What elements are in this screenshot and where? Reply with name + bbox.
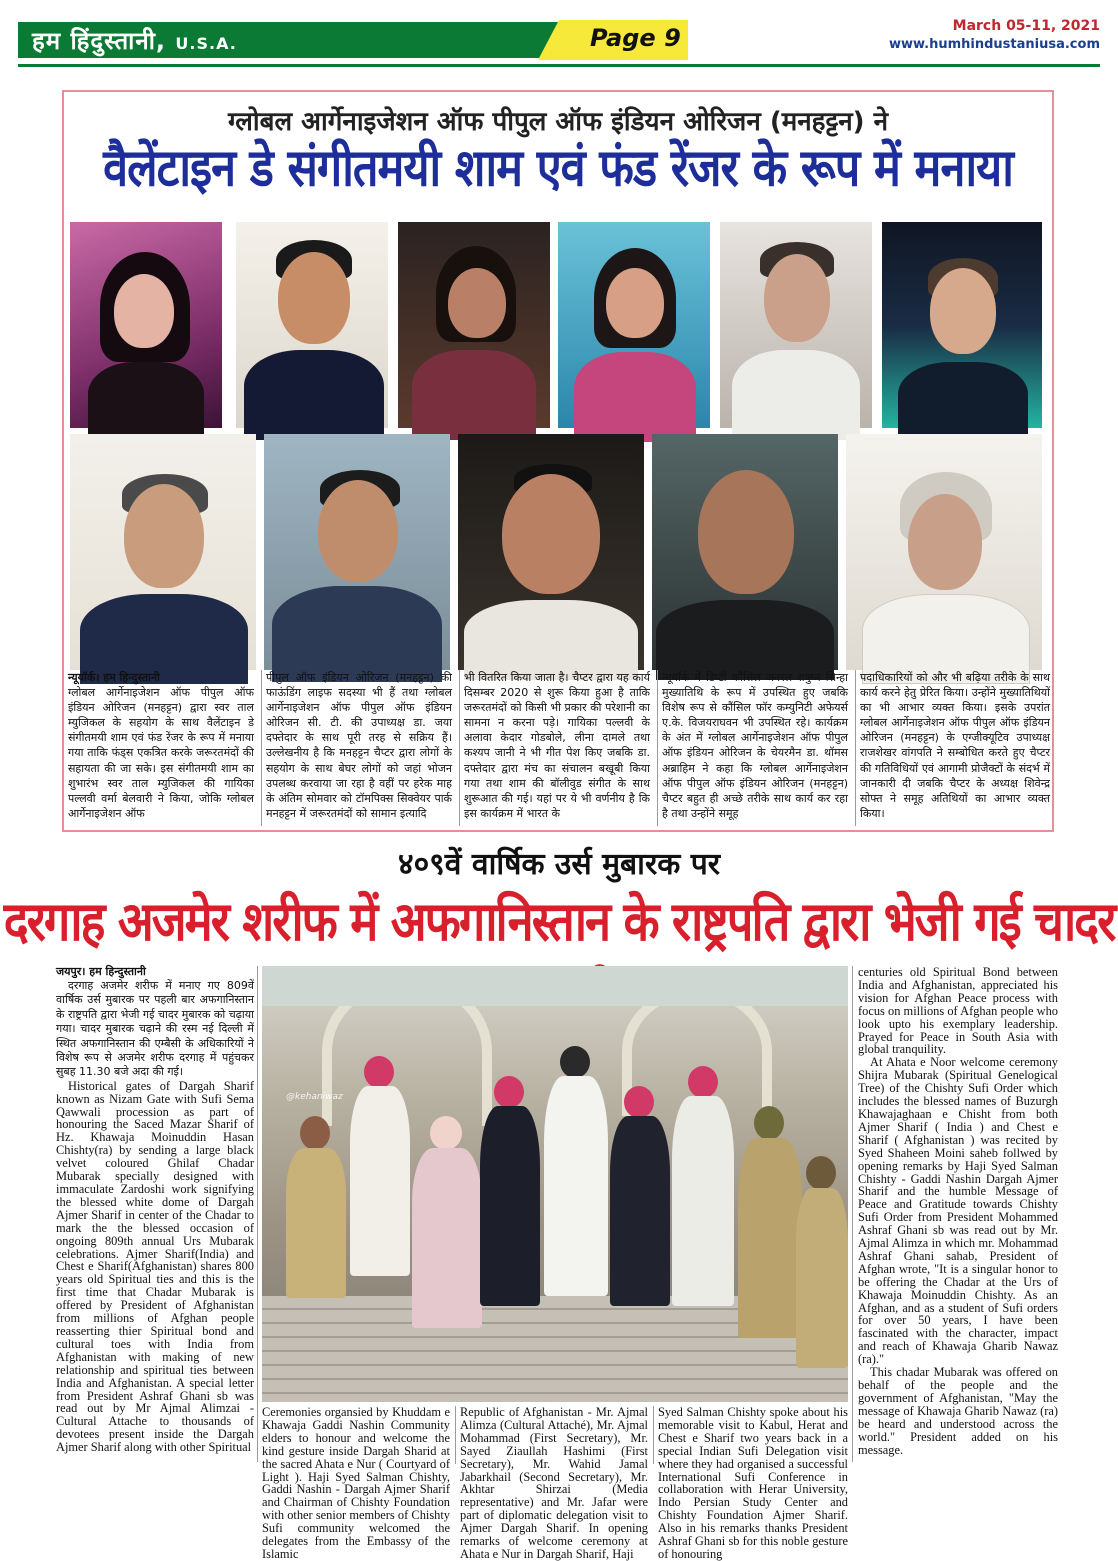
photo-watermark: @kehaniwaz: [286, 1092, 343, 1102]
photo-portrait-8: [264, 434, 450, 670]
story1-column-5: [860, 670, 1050, 821]
photo-portrait-1: [70, 222, 222, 428]
story2-column-3-text: Republic of Afghanistan - Mr. Ajmal Alimza (Cultural Attaché), Mr. Ajmal Mohammad (First Secretary), Mr. Sayed Ziaullah Hashimi (First Secretary), Mr. Wahid Jamal Jabarkhail (Second Secretary), Mr. Akhtar Shirzai (Media representative) and Mr. Jafar were part of diplomatic delegation visit to Ajmer Dargah Sharif. In opening remarks of welcome ceremony at Ahata e Nur in Dargah Sharif, Haji: [460, 1405, 648, 1561]
story2-column-4-text: Syed Salman Chishty spoke about his memorable visit to Kabul, Herat and Chest e Sharif two years back in a special Indian Sufi Delegation visit where they had organised a successful International Sufi Conference in collaboration with Herar University, Indo Persian Study Center and Chishty Foundation Ajmer Sharif. Also in his remarks thanks President Ashraf Ghani sb for this noble gesture of honouring: [658, 1405, 848, 1561]
page-number: Page 9: [590, 24, 681, 52]
issue-date: March 05-11, 2021: [952, 18, 1100, 34]
column-divider: [261, 670, 262, 826]
story2-dateline: जयपुर। हम हिन्दुस्तानी: [56, 965, 146, 978]
photo-portrait-3: [398, 222, 550, 428]
story1-column-5-text: पदाधिकारियों को और भी बढ़िया तरीके के साथ कार्य करने हेतु प्रेरित किया। उन्होंने मुख्यातिथियों का भी आभार व्यक्त किया। इसके उपरांत ग्लोबल आर्गेनाइजेशन ऑफ पीपुल ऑफ इंडियन ओरिजन (मनहट्टन) के एग्जीक्यूटिव उपाध्यक्ष राजशेखर वांगपति ने सम्बोधित करते हुए चैप्टर की गतिविधियों एवं आगामी प्रोजैक्टों के संदर्भ में जानकारी दी जबकि चैप्टर के अध्यक्ष शिवेन्द्र सोफ्त ने समूह अतिथियों का आभार व्यक्त किया।: [860, 671, 1050, 820]
photo-portrait-2: [236, 222, 388, 428]
column-divider: [653, 1406, 654, 1464]
story1-column-3: [464, 670, 650, 821]
column-divider: [257, 966, 258, 1462]
issue-info: [889, 16, 1100, 54]
photo-portrait-11: [846, 434, 1042, 670]
story2-column-2: [262, 1405, 450, 1561]
website-link[interactable]: www.humhindustaniusa.com: [888, 37, 1100, 52]
photo-portrait-5: [720, 222, 872, 428]
story1-column-4: [662, 670, 848, 821]
paper-edition: U.S.A.: [175, 34, 237, 53]
dargah-ceremony-photo: [262, 966, 848, 1402]
story2-hindi-paragraph: दरगाह अजमेर शरीफ में मनाए गए 809वें वार्षिक उर्स मुबारक पर पहली बार अफगानिस्तान के राष्ट्रपति द्वारा भेजी गई चादर मुबारक को चढ़ाया गया। चादर मुबारक चढ़ाने की रस्म नई दिल्ली में स्थित अफगानिस्तान की एम्बैसी के अधिकारियों ने विशेष रूप से अजमेर शरीफ दरगाह में पहुंचकर सुबह 11.30 बजे अदा की गई।: [56, 978, 254, 1079]
story-valentine: [62, 90, 1054, 832]
story1-body: [68, 670, 1052, 828]
story2-headline: दरगाह अजमेर शरीफ में अफगानिस्तान के राष्ट्रपति द्वारा भेजी गई चादर: [3, 890, 1115, 954]
photo-portrait-9: [458, 434, 644, 670]
story2-column-1: [56, 966, 254, 1464]
story2-column-1-text: Historical gates of Dargah Sharif known as Nizam Gate with Sufi Sema Qawwali procession as part of honouring the Saced Mazar Sharif of Hz. Khawaja Moinuddin Hasan Chishty(ra) by sending a large black velvet coloured Ghilaf Chadar Mubarak specially designed with immaculate Zardoshi work signifying the blessed white dome of Dargah Ajmer Sharif in center of the Chadar to mark the the blessed occasion of ongoing 809th annual Urs Mubarak celebrations. Ajmer Sharif(India) and Chest e Sharif(Afghanistan) shares 800 years old Spiritual ties and this is the first time that Chadar Mubarak is offered by President of Afghanistan from millions of Afghan people reasserting thier Spiritual bond and cultural toes with India from Afghanistan with making of new relationship and spiritual ties between India and Afghanistan. A special letter from President Ashraf Ghani sb was read out by Mr Ajmal Alimzai - Cultural Attache to thousands of devotees present inside the Dargah Ajmer Sharif along with other Spiritual: [56, 1078, 254, 1455]
story1-column-4-text: न्यूयॉर्क में डिप्टी कौंसिल जनरल शत्रुघ्न सिन्हा मुख्यातिथि के रूप में उपस्थित हुए जबकि विशेष रूप से कौंसिल फॉर कम्युनिटी अफेयर्स ए.के. विजयराघवन भी उपस्थित रहे। कार्यक्रम के अंत में ग्लोबल आर्गेनाइजेशन ऑफ पीपुल ऑफ इंडियन ओरिजन के चेयरमैन डा. थॉमस अब्राहिम ने कहा कि ग्लोबल आर्गेनाइजेशन ऑफ पीपुल ऑफ इंडियन ओरिजन (मनहट्टन) चैप्टर बहुत ही अच्छे तरीके साथ कार्य कर रहा है तथा उन्होंने समूह: [662, 671, 848, 820]
story2-column-3: [460, 1405, 648, 1561]
column-divider: [855, 670, 856, 826]
masthead: [18, 16, 1100, 68]
story1-column-2: [266, 670, 452, 821]
photo-portrait-6: [882, 222, 1042, 428]
column-divider: [455, 1406, 456, 1464]
story1-column-1-text: ग्लोबल आर्गेनाइजेशन ऑफ पीपुल ऑफ इंडियन ओरिजन (मनहट्टन) द्वारा स्वर ताल म्युजिकल के सहयोग के साथ वैलेंटाइन डे संगीतमयी शाम एवं फंड रेंजर के रूप में मनाया गया ताकि फंड्स एकत्रित करके जरूरतमंदों की सहायता की जा सके। इस संगीतमयी शाम का शुभारंभ स्वर ताल म्युजिकल की गायिका पल्लवी वर्मा बेलवारी ने किया, जोकि ग्लोबल आर्गेनाइजेशन ऑफ: [68, 686, 254, 820]
story1-kicker: ग्लोबल आर्गेनाइजेशन ऑफ पीपुल ऑफ इंडियन ओरिजन (मनहट्टन) ने: [227, 107, 889, 137]
photo-portrait-4: [558, 222, 710, 428]
column-divider: [657, 670, 658, 826]
story2-column-5: [858, 966, 1058, 1464]
story1-column-1: [68, 670, 254, 821]
photo-portrait-7: [70, 434, 256, 670]
story2-column-2-text: Ceremonies organsied by Khuddam e Khawaja Gaddi Nashin Community elders to honour and welcome the kind gesture inside Dargah Sharid at the sacred Ahata e Nur ( Courtyard of Light ). Haji Syed Salman Chishty, Gaddi Nashin - Dargah Ajmer Sharif and Chairman of Chishty Foundation with other senior members of Chishty Sufi community welcomed the delegates from the Embassy of the Islamic: [262, 1405, 450, 1561]
masthead-title: [32, 24, 237, 57]
story2-kicker: ४०९वें वार्षिक उर्स मुबारक पर: [397, 847, 721, 882]
story2-column-4: [658, 1405, 848, 1561]
story2-column-5-para-1: centuries old Spiritual Bond between India and Afghanistan, appreciated his vision for Afghan Peace process with focus on millions of Afghan people who look upto his exemplary leadership. Prayed for Peace in South Asia with global tranquility.: [858, 965, 1058, 1057]
column-divider: [459, 670, 460, 826]
story1-dateline: न्यूयॉर्क। हम हिन्दुस्तानी: [68, 671, 160, 684]
photo-portrait-10: [652, 434, 838, 670]
story1-column-2-text: पीपुल ऑफ इंडियन ओरिजन (मनहट्टन) की फाऊंडिंग लाइफ सदस्या भी हैं तथा ग्लोबल आर्गेनाइजेशन ऑफ पीपुल ऑफ इंडियन ओरिजन सी. टी. की उपाध्यक्ष डा. जया दफ्तेदार के साथ पूरी तरह से सक्रिय हैं। उल्लेखनीय है कि मनहट्टन चैप्टर द्वारा लोगों के सहयोग के साथ बेघर लोगों को जहां भोजन उपलब्ध करवाया जा रहा है वहीं पर हरेक माह के अंतिम सोमवार को टॉमपिक्स सिक्वेयर पार्क मनहट्टन में जरूरतमंदों को सामान इत्यादि: [266, 671, 452, 820]
story2-column-5-para-2: At Ahata e Noor welcome ceremony Shijra Mubarak (Spiritual Genelogical Tree) of the Chishty Sufi Order which includes the blessed names of Buzurgh Khawajaghaan e Chisht from both Ajmer Sharif ( India ) and Chest e Sharif ( Afghanistan ) was recited by Syed Shaheen Moini saheb follwed by opening remarks by Haji Syed Salman Chishty - Gaddi Nashin Dargah Ajmer Sharif and the humble Message of Peace and Gratitude towards Chishty Sufi Order from President Mohammed Ashraf Ghani sb was read out by Mr. Ajmal Alimza in which mr. Mohammad Ashraf Ghani sahab, President of Afghan wrote, "It is a singular honor to be offering the Chadar at the Urs of Khawaja Moinuddin Chishty. As an Afghan, and as a student of Sufi orders for over 50 years, I have been fascinated with the character, impact and reach of Khawaja Gharib Nawaz (ra).": [858, 1055, 1058, 1367]
story2-column-5-para-3: This chadar Mubarak was offered on behalf of the people and the government of Afghanistan, "May the message of Khawaja Gharib Nawaz (ra) be heard and understood across the world." President added on his message.: [858, 1365, 1058, 1457]
masthead-rule: [18, 64, 1100, 67]
story1-column-3-text: भी वितरित किया जाता है। चैप्टर द्वारा यह कार्य दिसम्बर 2020 से शुरू किया हुआ है ताकि जरूरतमंदों को किसी भी प्रकार की परेशानी का सामना न करना पड़े। गायिका पल्लवी के अलावा केदार गोडबोले, लीना दामले तथा कश्यप जानी ने भी गीत पेश किए जबकि डा. दफ्तेदार द्वारा मंच का संचालन बखूबी किया गया तथा शाम की बॉलीवुड संगीत के साथ शुरूआत की गई। यहां पर ये भी वर्णनीय है कि इस कार्यक्रम में भारत के: [464, 671, 650, 820]
column-divider: [852, 966, 853, 1462]
paper-name: हम हिंदुस्तानी,: [32, 27, 167, 55]
story1-headline: वैलेंटाइन डे संगीतमयी शाम एवं फंड रेंजर के रूप में मनाया: [103, 137, 1013, 199]
